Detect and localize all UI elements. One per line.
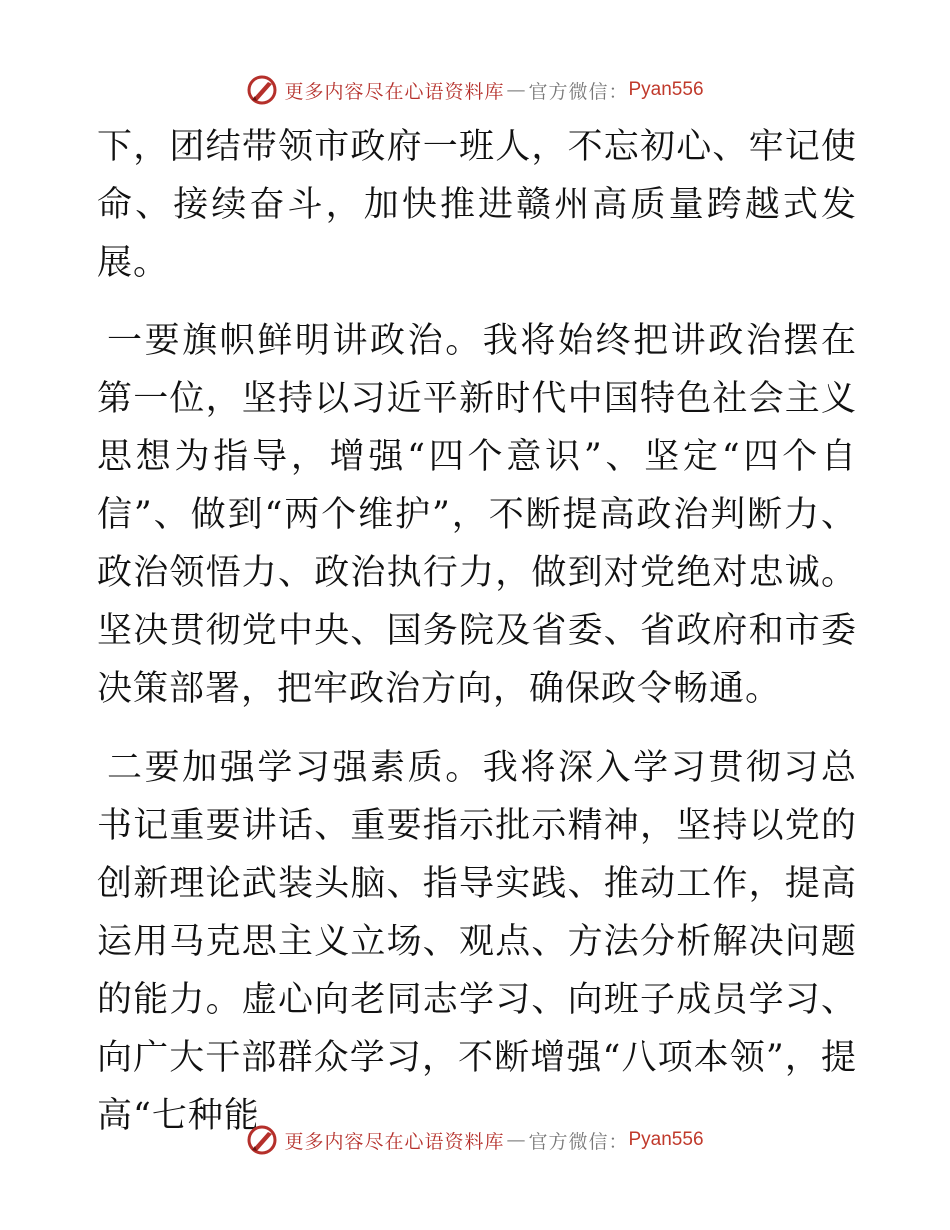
document-body xyxy=(97,118,857,1166)
header-dash: — xyxy=(506,79,527,101)
footer-site-text: 更多内容尽在心语资料库 xyxy=(284,1130,505,1153)
paragraph-continuation: 下，团结带领市政府一班人，不忘初心、牢记使命、接续奋斗，加快推进赣州高质量跨越式发展。 xyxy=(97,127,857,283)
footer-banner-text xyxy=(284,1127,703,1154)
header-site-text: 更多内容尽在心语资料库 xyxy=(284,80,505,103)
footer-dash: — xyxy=(506,1129,527,1151)
footer-wechat-id: Pyan556 xyxy=(628,1129,704,1150)
header-official-label: 官方微信： xyxy=(528,80,629,103)
paragraph-study: 二要加强学习强素质。我将深入学习贯彻习总书记重要讲话、重要指示批示精神，坚持以党的创新理论武装头脑、指导实践、推动工作，提高运用马克思主义立场、观点、方法分析解决问题的能力。虚心向老同志学习、向班子成员学习、向广大干部群众学习，不断增强“八项本领”，提高“七种能 xyxy=(97,748,857,1136)
paragraph-politics: 一要旗帜鲜明讲政治。我将始终把讲政治摆在第一位，坚持以习近平新时代中国特色社会主义思想为指导，增强“四个意识”、坚定“四个自信”、做到“两个维护”，不断提高政治判断力、政治领悟力、政治执行力，做到对党绝对忠诚。坚决贯彻党中央、国务院及省委、省政府和市委决策部署，把牢政治方向，确保政令畅通。 xyxy=(97,321,857,709)
header-wechat-id: Pyan556 xyxy=(628,79,704,100)
pen-logo-icon xyxy=(246,1124,278,1156)
header-banner xyxy=(0,70,950,110)
header-banner-text xyxy=(284,77,703,104)
pen-logo-icon xyxy=(246,74,278,106)
footer-banner xyxy=(0,1120,950,1160)
footer-official-label: 官方微信： xyxy=(528,1130,629,1153)
